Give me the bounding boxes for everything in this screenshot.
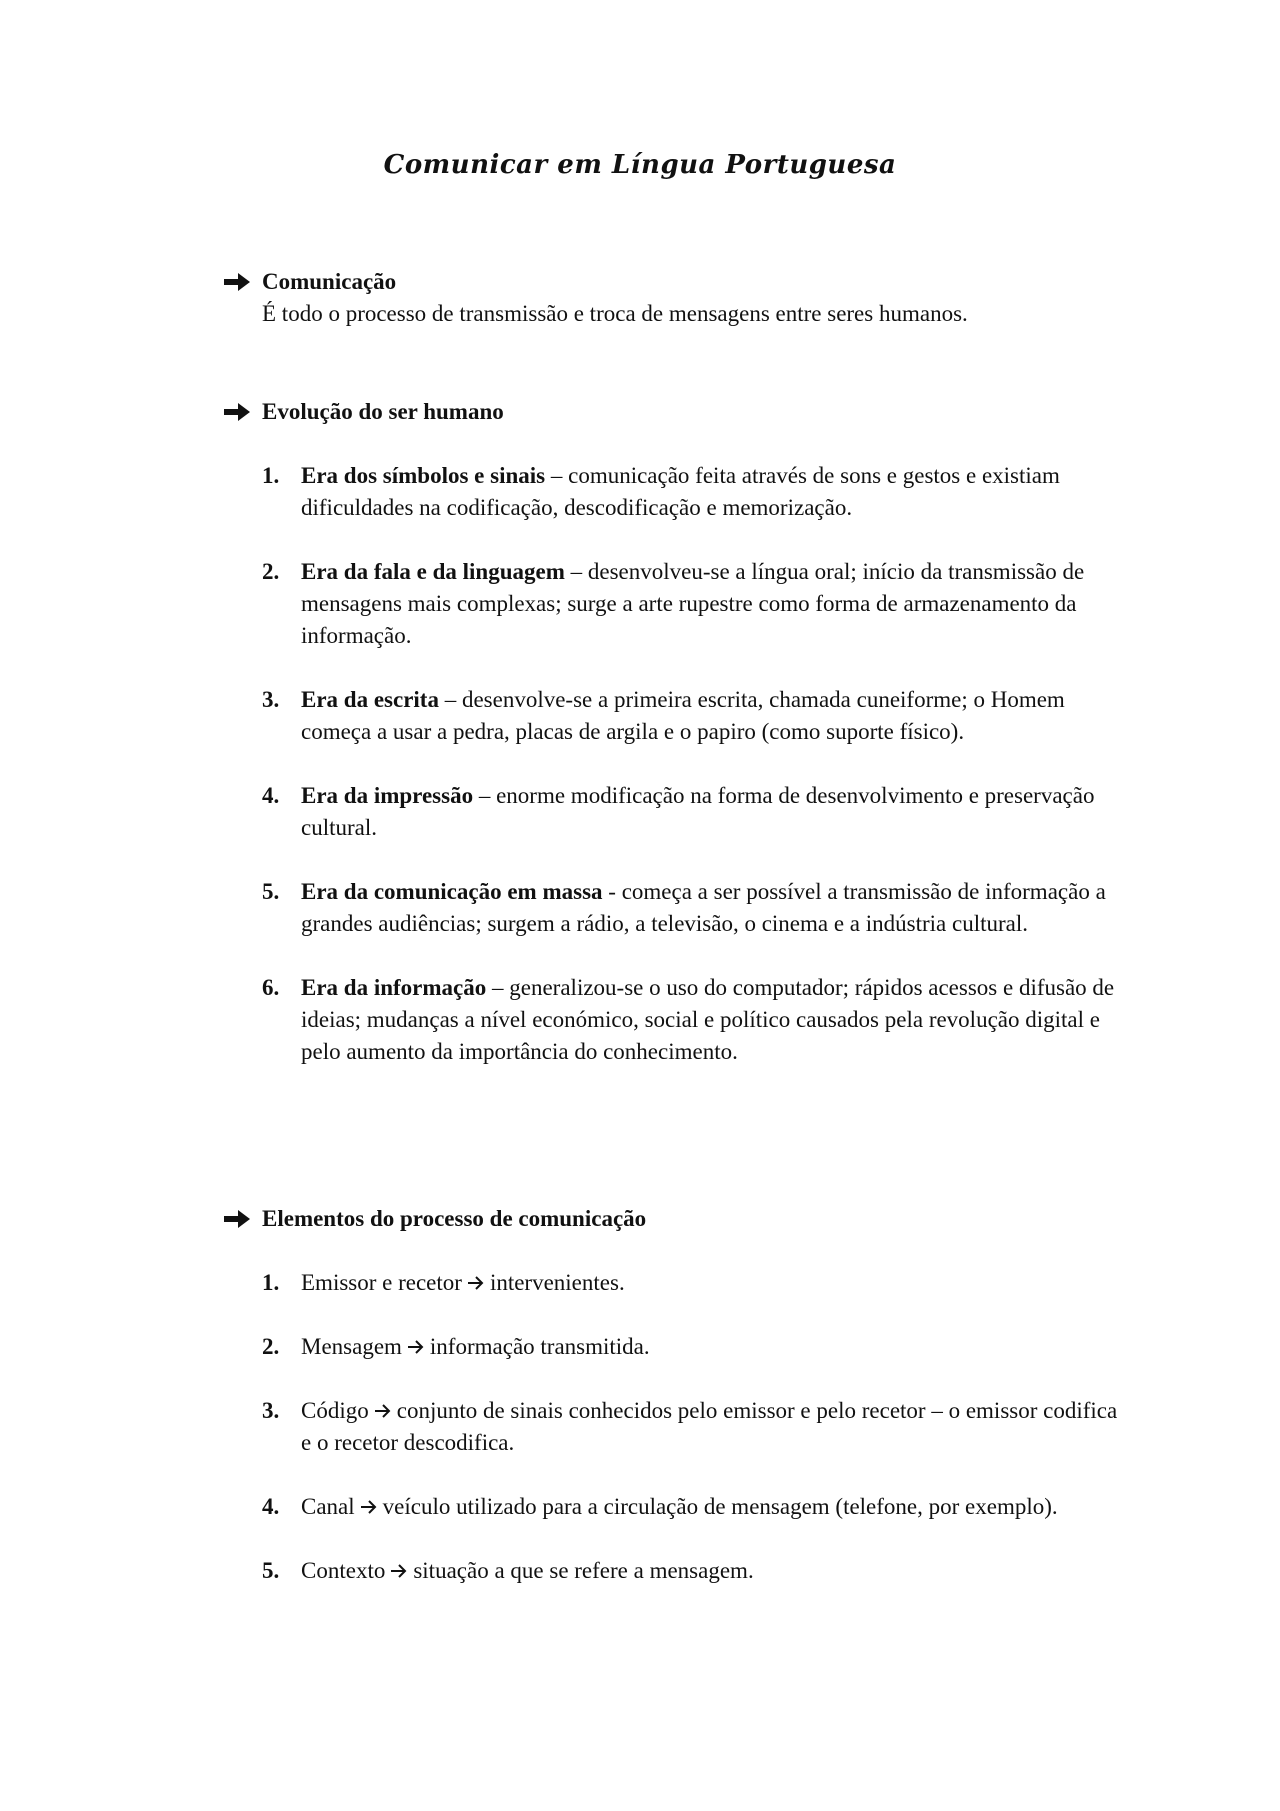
right-arrow-icon xyxy=(466,1275,486,1291)
item-text xyxy=(301,1395,1123,1459)
item-number: 3. xyxy=(262,687,280,712)
list-item xyxy=(262,1555,1132,1587)
list-item xyxy=(262,1395,1132,1459)
list-item xyxy=(262,972,1132,1068)
section-elementos xyxy=(222,1203,1102,1235)
heading-text: Elementos do processo de comunicação xyxy=(262,1206,647,1231)
right-arrow-icon xyxy=(222,1208,252,1230)
item-number: 1. xyxy=(262,463,280,488)
list-item xyxy=(262,1267,1132,1299)
item-term: Era da escrita xyxy=(301,687,439,712)
heading-text: Comunicação xyxy=(262,269,397,294)
list-item xyxy=(262,780,1132,844)
item-text xyxy=(301,780,1123,844)
heading-text: Evolução do ser humano xyxy=(262,399,504,424)
item-description: intervenientes. xyxy=(489,1270,625,1295)
list-item xyxy=(262,876,1132,940)
item-number: 5. xyxy=(262,1558,280,1583)
right-arrow-icon xyxy=(222,271,252,293)
item-term: Código xyxy=(301,1398,369,1423)
item-text xyxy=(301,1267,1123,1299)
item-description: conjunto de sinais conhecidos pelo emissor e pelo recetor – o emissor codifica e o recetor descodifica. xyxy=(301,1398,1118,1455)
item-text xyxy=(301,1491,1123,1523)
item-text xyxy=(301,460,1123,524)
item-description: veículo utilizado para a circulação de mensagem (telefone, por exemplo). xyxy=(382,1494,1058,1519)
item-number: 4. xyxy=(262,783,280,808)
item-number: 6. xyxy=(262,975,280,1000)
right-arrow-icon xyxy=(389,1563,409,1579)
item-text xyxy=(301,1555,1123,1587)
section-heading xyxy=(222,396,1102,428)
section-comunicacao xyxy=(222,266,1102,330)
item-number: 1. xyxy=(262,1270,280,1295)
item-description: – desenvolve-se a primeira escrita, chamada cuneiforme; o Homem começa a usar a pedra, placas de argila e o papiro (como suporte físico). xyxy=(301,687,1065,744)
right-arrow-icon xyxy=(373,1403,393,1419)
item-description: - começa a ser possível a transmissão de informação a grandes audiências; surgem a rádio, a televisão, o cinema e a indústria cultural. xyxy=(301,879,1106,936)
item-description: informação transmitida. xyxy=(429,1334,650,1359)
item-text xyxy=(301,1331,1123,1363)
item-term: Emissor e recetor xyxy=(301,1270,462,1295)
list-item xyxy=(262,1491,1132,1523)
list-item xyxy=(262,1331,1132,1363)
section-heading xyxy=(222,266,1102,298)
item-text xyxy=(301,972,1123,1068)
item-text xyxy=(301,684,1123,748)
elementos-list xyxy=(262,1267,1132,1587)
list-item xyxy=(262,556,1132,652)
item-description: – enorme modificação na forma de desenvolvimento e preservação cultural. xyxy=(301,783,1095,840)
item-text xyxy=(301,556,1123,652)
item-term: Era dos símbolos e sinais xyxy=(301,463,546,488)
right-arrow-icon xyxy=(222,401,252,423)
item-description: – generalizou-se o uso do computador; rápidos acessos e difusão de ideias; mudanças a nível económico, social e político causados pela revolução digital e pelo aumento da importância do conhecimento. xyxy=(301,975,1115,1064)
list-item xyxy=(262,460,1132,524)
item-number: 2. xyxy=(262,1334,280,1359)
item-description: – comunicação feita através de sons e gestos e existiam dificuldades na codificação, descodificação e memorização. xyxy=(301,463,1060,520)
right-arrow-icon xyxy=(359,1499,379,1515)
section-heading xyxy=(222,1203,1102,1235)
item-number: 2. xyxy=(262,559,280,584)
item-term: Era da informação xyxy=(301,975,487,1000)
item-term: Era da impressão xyxy=(301,783,474,808)
item-term: Mensagem xyxy=(301,1334,402,1359)
item-term: Era da fala e da linguagem xyxy=(301,559,565,584)
item-number: 3. xyxy=(262,1398,280,1423)
item-term: Canal xyxy=(301,1494,355,1519)
item-term: Era da comunicação em massa xyxy=(301,879,603,904)
item-number: 5. xyxy=(262,879,280,904)
item-description: – desenvolveu-se a língua oral; início da transmissão de mensagens mais complexas; surge a arte rupestre como forma de armazenamento da informação. xyxy=(301,559,1085,648)
section-evolucao xyxy=(222,396,1102,428)
item-text xyxy=(301,876,1123,940)
list-item xyxy=(262,684,1132,748)
item-term: Contexto xyxy=(301,1558,386,1583)
right-arrow-icon xyxy=(406,1339,426,1355)
item-description: situação a que se refere a mensagem. xyxy=(413,1558,754,1583)
item-number: 4. xyxy=(262,1494,280,1519)
page-title: Comunicar em Língua Portuguesa xyxy=(383,150,897,180)
evolucao-list xyxy=(262,460,1132,1068)
section-body-text: É todo o processo de transmissão e troca de mensagens entre seres humanos. xyxy=(262,301,968,326)
